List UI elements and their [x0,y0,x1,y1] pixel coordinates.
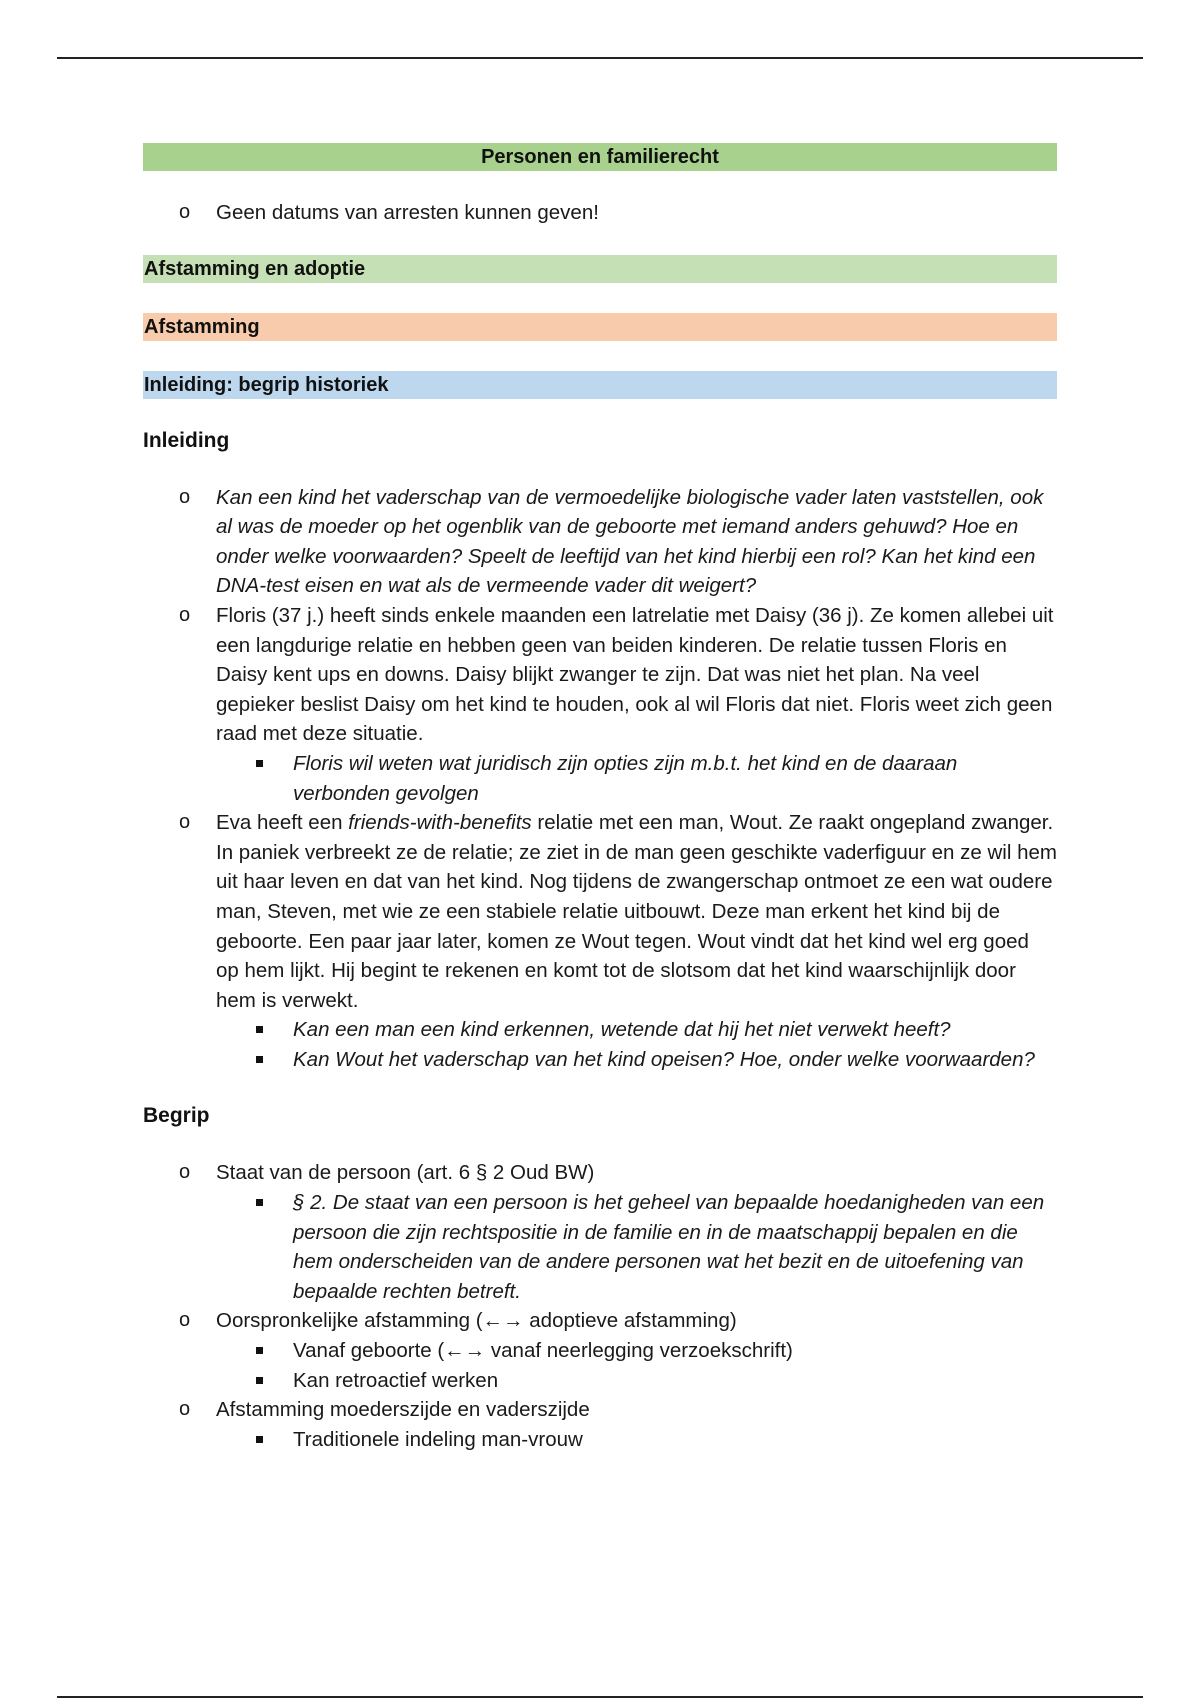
list-item: o Staat van de persoon (art. 6 § 2 Oud BW) § 2. De staat van een persoon is het geheel van bepaalde hoedanigheden van een persoon die zijn rechtspositie in de familie en in de maatschappij bepalen en die hem onderscheiden van de andere personen wat het bezit en de uitoefening van bepaalde rechten betreft. [143,1158,1057,1306]
square-bullet-icon [256,760,263,767]
eva-sublist [143,1015,1057,1074]
list-item: Floris wil weten wat juridisch zijn opties zijn m.b.t. het kind en de daaraan verbonden gevolgen [216,749,1057,808]
list-item: Vanaf geboorte (←→ vanaf neerlegging verzoekschrift) [216,1336,1057,1366]
square-bullet-icon [256,1056,263,1063]
list-item: Traditionele indeling man-vrouw [216,1425,1057,1455]
circle-bullet-icon: o [179,1309,191,1332]
item2-sublist [143,1336,1057,1395]
heading-begrip: Begrip [143,1104,210,1128]
list-item: o Kan een kind het vaderschap van de vermoedelijke biologische vader laten vaststellen, ook al was de moeder op het ogenblik van de geboorte met iemand anders gehuwd? Hoe en onder welke voorwaarden? Speelt de leeftijd van het kind hierbij een rol? Kan het kind een DNA-test eisen en wat als de vermeende vader dit weigert? [143,483,1057,601]
inleiding-list [143,483,1057,1075]
circle-bullet-icon: o [179,1161,191,1184]
circle-bullet-icon: o [179,811,191,834]
item1-sublist [143,1188,1057,1306]
square-bullet-icon [256,1436,263,1443]
section-band-inleiding-begrip: Inleiding: begrip historiek [143,371,1057,399]
section-band-afstamming: Afstamming [143,313,1057,341]
title-band: Personen en familierecht [143,143,1057,171]
document-body [143,143,1057,1454]
floris-sublist [143,749,1057,808]
list-item: § 2. De staat van een persoon is het geheel van bepaalde hoedanigheden van een persoon die zijn rechtspositie in de familie en in de maatschappij bepalen en die hem onderscheiden van de andere personen wat het bezit en de uitoefening van bepaalde rechten betreft. [216,1188,1057,1306]
circle-bullet-icon: o [179,485,191,508]
footer-rule [57,1696,1143,1698]
list-item: o Afstamming moederszijde en vaderszijde Traditionele indeling man-vrouw [143,1395,1057,1454]
list-item: Kan retroactief werken [216,1366,1057,1396]
circle-bullet-icon: o [179,1398,191,1421]
header-rule [57,57,1143,59]
circle-bullet-icon: o [179,201,191,223]
list-item: Kan een man een kind erkennen, wetende dat hij het niet verwekt heeft? [216,1015,1057,1045]
list-item: o Oorspronkelijke afstamming (←→ adoptieve afstamming) Vanaf geboorte (←→ vanaf neerlegging verzoekschrift) Kan retroactief werken [143,1306,1057,1395]
list-item: Kan Wout het vaderschap van het kind opeisen? Hoe, onder welke voorwaarden? [216,1045,1057,1075]
begrip-list [143,1158,1057,1454]
note-list [143,198,1057,228]
square-bullet-icon [256,1377,263,1384]
square-bullet-icon [256,1026,263,1033]
list-item: o Floris (37 j.) heeft sinds enkele maanden een latrelatie met Daisy (36 j). Ze komen allebei uit een langdurige relatie en hebben geen van beiden kinderen. De relatie tussen Floris en Daisy kent ups en downs. Daisy blijkt zwanger te zijn. Dat was niet het plan. Na veel gepieker beslist Daisy om het kind te houden, ook al wil Floris dat niet. Floris weet zich geen raad met deze situatie. Floris wil weten wat juridisch zijn opties zijn m.b.t. het kind en de daaraan verbonden gevolgen [143,601,1057,808]
heading-inleiding: Inleiding [143,428,230,452]
square-bullet-icon [256,1347,263,1354]
section-band-afstamming-en-adoptie: Afstamming en adoptie [143,255,1057,283]
item3-sublist [143,1425,1057,1455]
list-item: o Eva heeft een friends-with-benefits relatie met een man, Wout. Ze raakt ongepland zwanger. In paniek verbreekt ze de relatie; ze ziet in de man geen geschikte vaderfiguur en ze wil hem uit haar leven en dat van het kind. Nog tijdens de zwangerschap ontmoet ze een wat oudere man, Steven, met wie ze een stabiele relatie uitbouwt. Deze man erkent het kind bij de geboorte. Een paar jaar later, komen ze Wout tegen. Wout vindt dat het kind wel erg goed op hem lijkt. Hij begint te rekenen en komt tot de slotsom dat het kind waarschijnlijk door hem is verwekt. Kan een man een kind erkennen, wetende dat hij het niet verwekt heeft? Kan Wout het vaderschap van het kind opeisen? Hoe, onder welke voorwaarden? [143,808,1057,1074]
square-bullet-icon [256,1199,263,1206]
circle-bullet-icon: o [179,603,191,626]
list-item: o Geen datums van arresten kunnen geven! [143,198,1057,228]
